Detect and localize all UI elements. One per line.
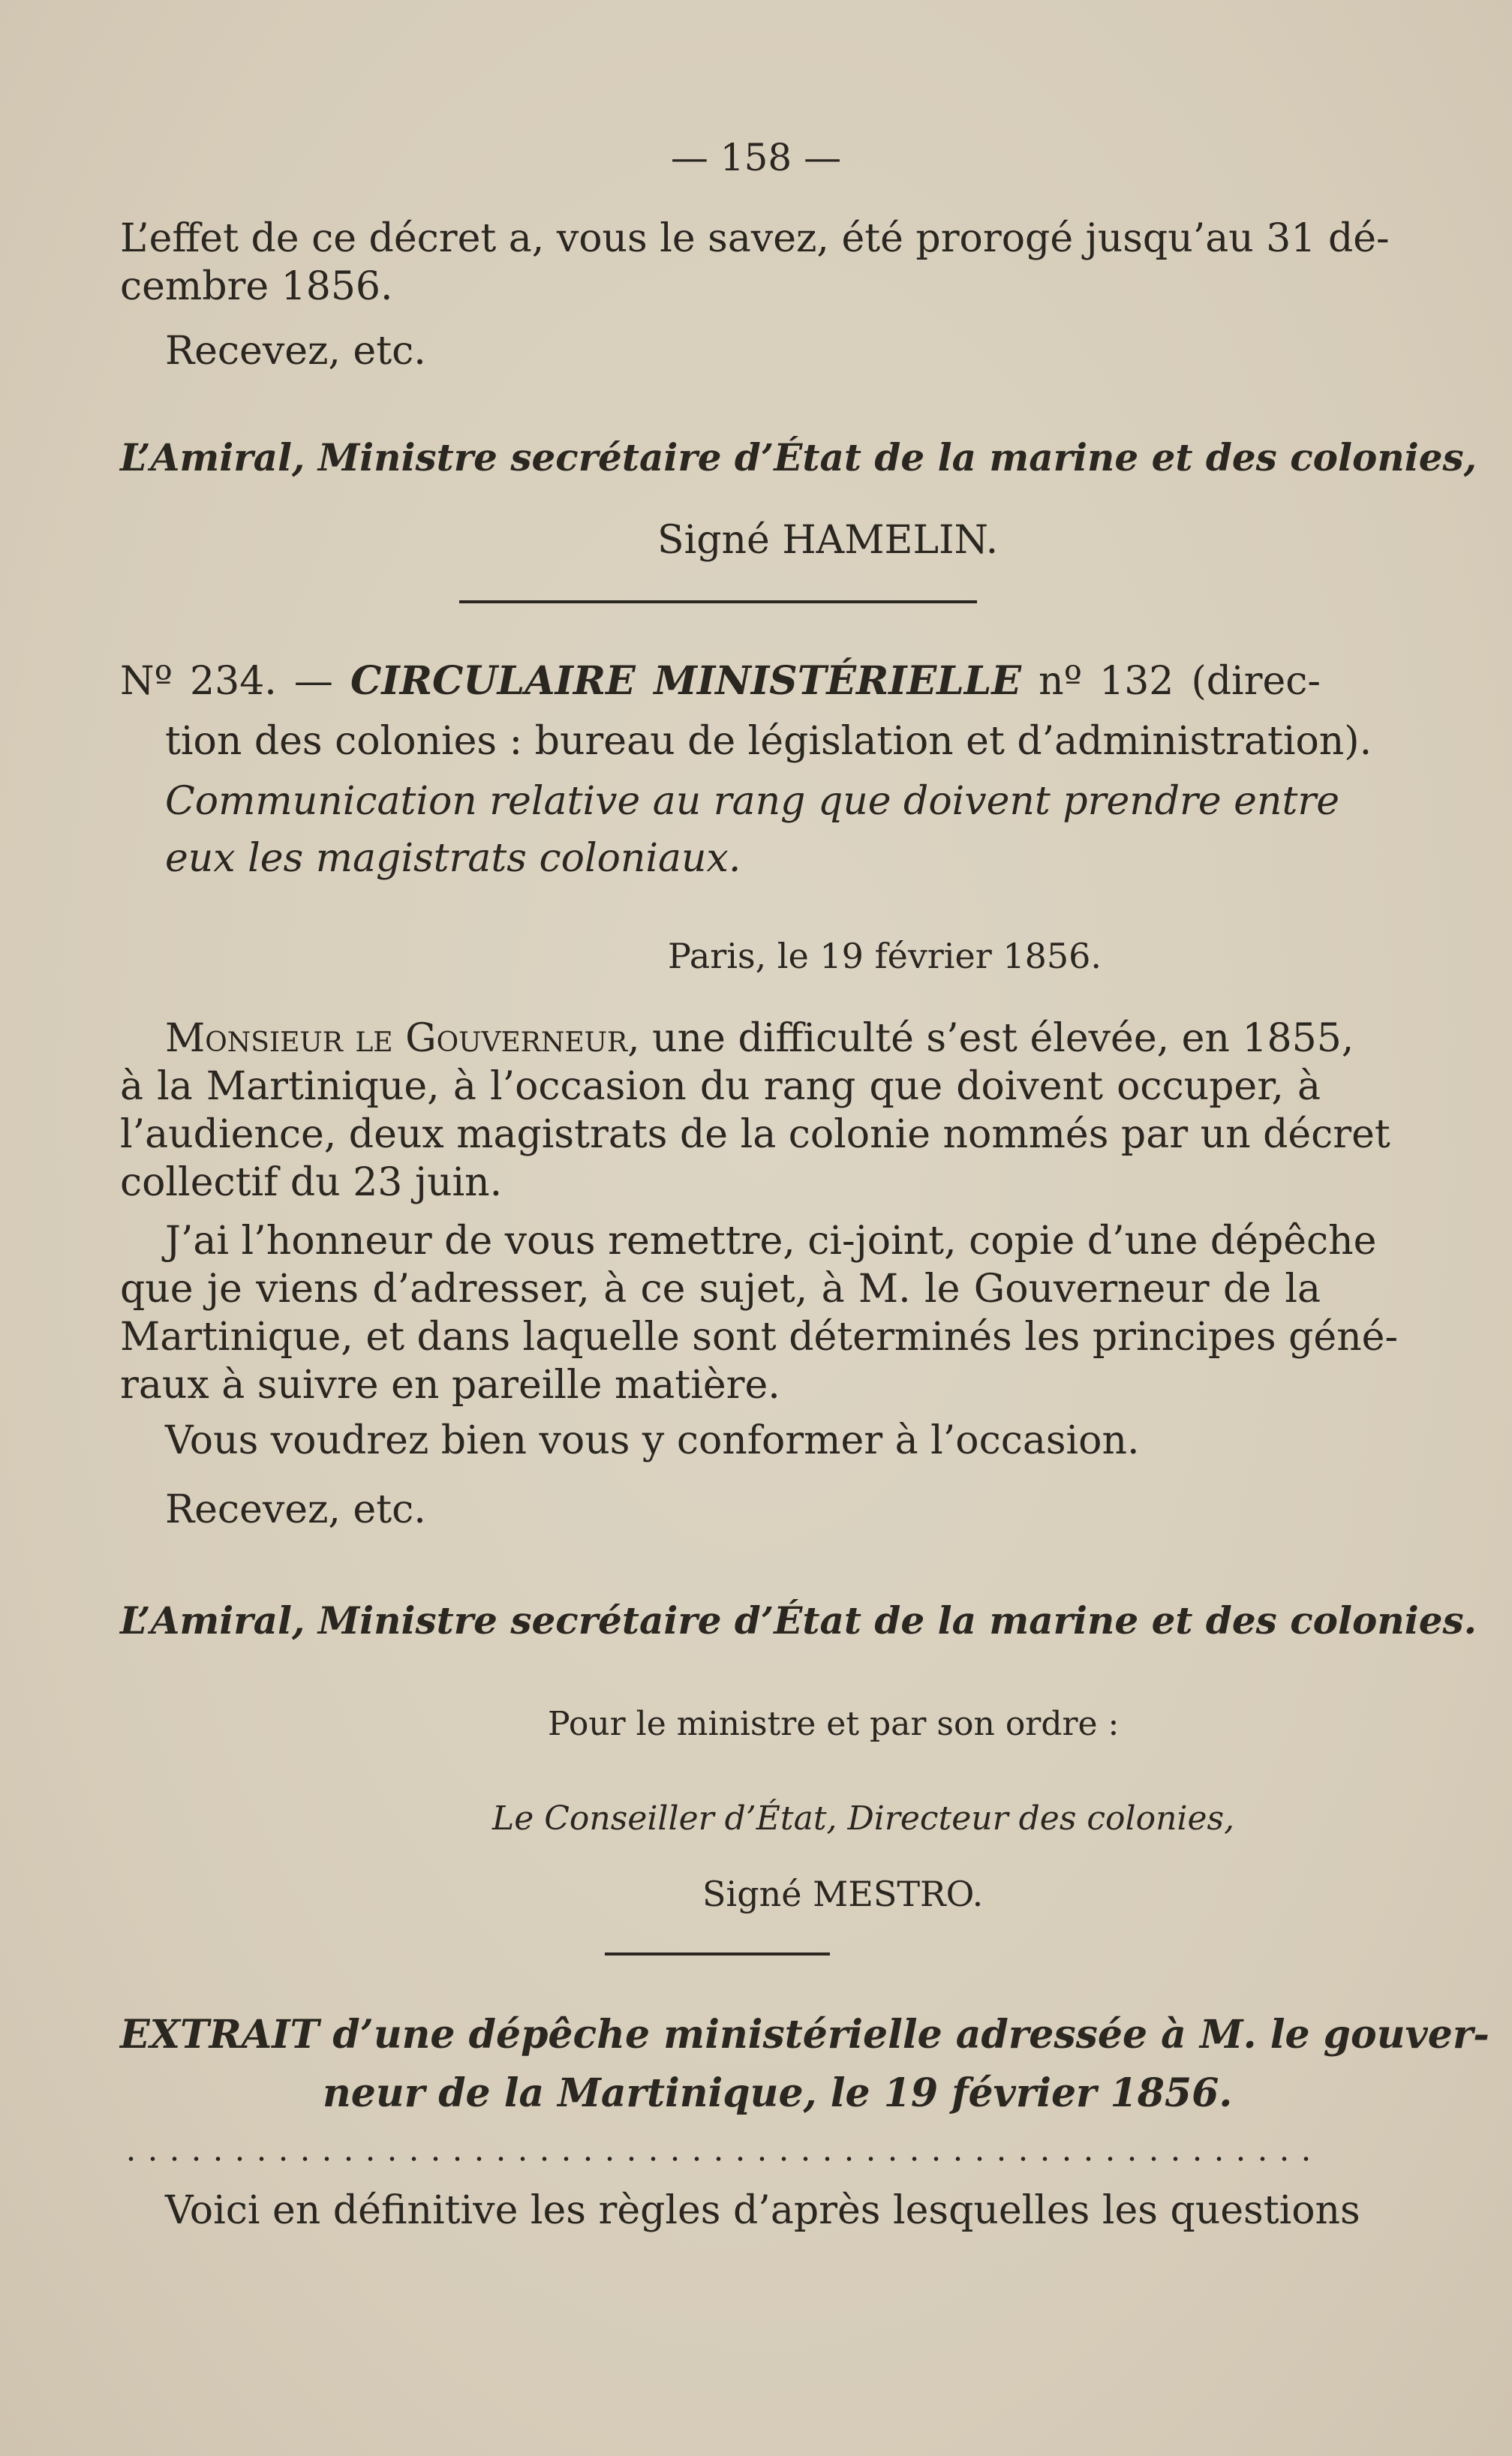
- text-line: J’ai l’honneur de vous remettre, ci-joint, copie d’une dépêche: [165, 1219, 1377, 1264]
- text-line: [165, 1016, 1354, 1061]
- text-line: cembre 1856.: [120, 264, 393, 309]
- signature-title: L’Amiral, Ministre secrétaire d’État de la marine et des colonies.: [120, 1598, 1477, 1643]
- text-line: Martinique, et dans laquelle sont déterminés les principes géné-: [120, 1315, 1399, 1360]
- signature-order: Pour le ministre et par son ordre :: [548, 1705, 1120, 1743]
- extract-heading: EXTRAIT d’une dépêche ministérielle adressée à M. le gouver-: [120, 2012, 1489, 2058]
- text-line: raux à suivre en pareille matière.: [120, 1363, 780, 1408]
- separator-rule: [459, 600, 977, 603]
- signature-name: Signé MESTRO.: [702, 1874, 984, 1914]
- page-number: — 158 —: [670, 136, 842, 179]
- signature-title: L’Amiral, Ministre secrétaire d’État de la marine et des colonies,: [120, 435, 1477, 479]
- text-line: à la Martinique, à l’occasion du rang que doivent occuper, à: [120, 1064, 1321, 1109]
- text-line: Recevez, etc.: [165, 329, 426, 374]
- text-line: l’audience, deux magistrats de la colonie nommés par un décret: [120, 1112, 1390, 1157]
- extract-heading: neur de la Martinique, le 19 février 1856.: [323, 2070, 1233, 2116]
- signature-name: Signé HAMELIN.: [657, 518, 999, 563]
- text-line: Vous voudrez bien vous y conformer à l’occasion.: [165, 1418, 1140, 1463]
- text-line: eux les magistrats coloniaux.: [165, 836, 741, 881]
- text-line: Communication relative au rang que doivent prendre entre: [165, 779, 1339, 824]
- separator-rule: [605, 1952, 830, 1955]
- ellipsis-dots: [120, 2157, 1321, 2161]
- circular-heading-rest: nº 132 (direc-: [1021, 659, 1321, 704]
- circular-title: CIRCULAIRE MINISTÉRIELLE: [350, 658, 1021, 704]
- text-line: tion des colonies : bureau de législation et d’administration).: [165, 719, 1372, 764]
- text-line: L’effet de ce décret a, vous le savez, été prorogé jusqu’au 31 dé-: [120, 216, 1390, 261]
- salutation: Monsieur le Gouverneur: [165, 1016, 628, 1061]
- text-line: Recevez, etc.: [165, 1487, 426, 1532]
- circular-heading: [120, 659, 1321, 704]
- text-line: que je viens d’adresser, à ce sujet, à M. le Gouverneur de la: [120, 1267, 1321, 1312]
- text-span: , une difficulté s’est élevée, en 1855,: [627, 1016, 1354, 1061]
- text-line: Voici en définitive les règles d’après lesquelles les questions: [165, 2188, 1360, 2233]
- circular-number: Nº 234. —: [120, 659, 351, 704]
- text-line: collectif du 23 juin.: [120, 1160, 503, 1205]
- signature-role: Le Conseiller d’État, Directeur des colonies,: [492, 1799, 1235, 1838]
- date-line: Paris, le 19 février 1856.: [668, 936, 1102, 976]
